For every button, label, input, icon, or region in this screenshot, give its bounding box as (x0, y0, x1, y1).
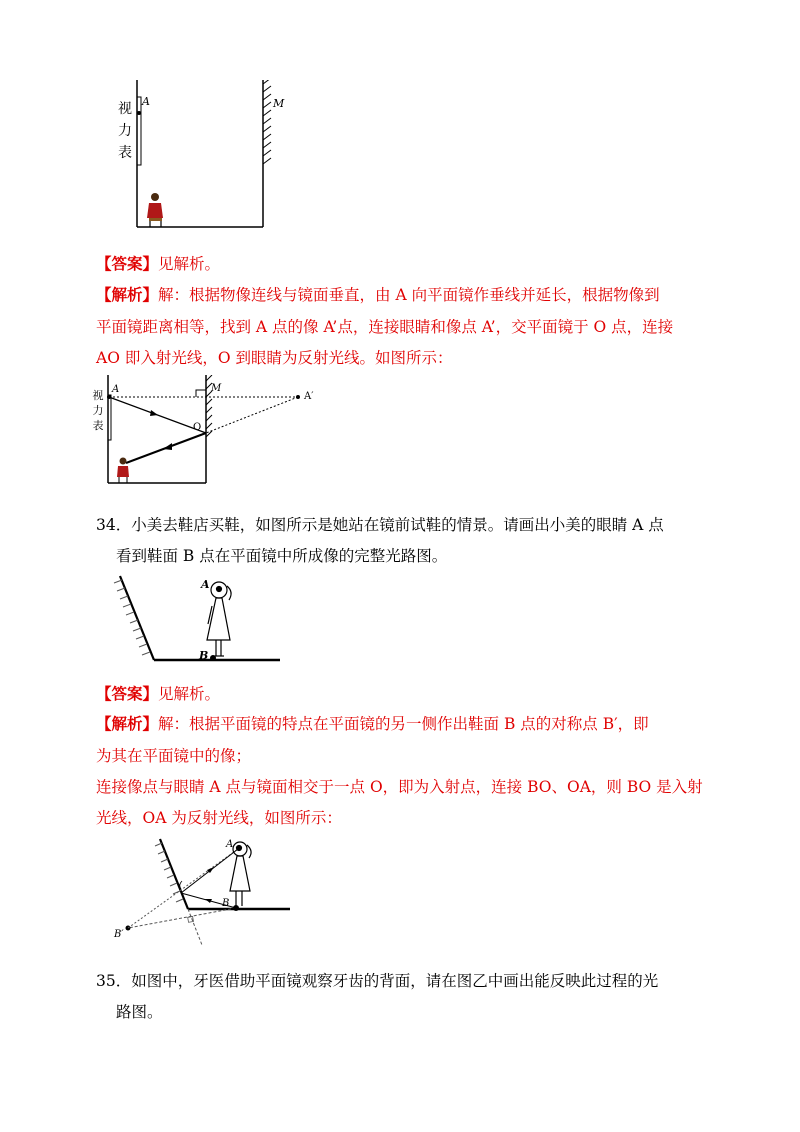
analysis-text-1: 解：根据物像连线与镜面垂直，由 A 向平面镜作垂线并延长，根据物像到 (158, 286, 660, 304)
label-a: A (226, 839, 234, 850)
analysis-tag: 【解析】 (96, 285, 159, 304)
answer-line (96, 253, 220, 275)
analysis-line-1 (96, 713, 649, 735)
girl-figure (230, 842, 251, 906)
figure-shoe-mirror (112, 568, 287, 668)
question-34-line-1 (96, 514, 664, 536)
analysis-tag: 【解析】 (96, 714, 159, 733)
label-b-prime: B′ (114, 929, 124, 940)
label-a: A (112, 384, 120, 395)
question-34-line-2: 看到鞋面 B 点在平面镜中所成像的完整光路图。 (116, 547, 448, 565)
answer-tag: 【答案】 (96, 254, 159, 273)
label-a: A (201, 578, 210, 591)
virtual-ray (128, 849, 238, 928)
point-b (233, 905, 239, 911)
label-a: A (142, 95, 150, 108)
analysis-line-2: 为其在平面镜中的像； (96, 747, 252, 765)
person-figure (117, 458, 129, 484)
answer-text: 见解析。 (158, 255, 221, 273)
person-figure (147, 193, 163, 227)
label-m: M (273, 97, 285, 110)
question-number: 35． (96, 972, 132, 990)
question-35-line-1 (96, 970, 658, 992)
analysis-line-3: 连接像点与眼睛 A 点与镜面相交于一点 O，即为入射点，连接 BO、OA，则 BO 是入射 (96, 778, 703, 796)
analysis-line-1 (96, 284, 660, 306)
label-m: M (211, 383, 222, 394)
answer-text: 见解析。 (158, 685, 221, 703)
question-text: 小美去鞋店买鞋，如图所示是她站在镜前试鞋的情景。请画出小美的眼睛 A 点 (131, 516, 664, 534)
mirror-hatching (263, 80, 271, 164)
point-a (137, 111, 141, 115)
label-a-prime: A′ (304, 391, 314, 402)
analysis-text-1: 解：根据平面镜的特点在平面镜的另一侧作出鞋面 B 点的对称点 B′，即 (158, 715, 649, 733)
answer-line (96, 683, 220, 705)
figure-eye-chart-ray-diagram (88, 375, 418, 490)
answer-tag: 【答案】 (96, 684, 159, 703)
eye-chart-label: 视力表 (118, 101, 132, 161)
perpendicular-line (128, 908, 236, 928)
figure-shoe-ray-diagram (108, 833, 298, 953)
mirror-line (120, 576, 154, 660)
point-b (210, 655, 216, 661)
label-o: O (193, 422, 202, 433)
label-b: B (199, 649, 209, 662)
analysis-line-4: 光线，OA 为反射光线，如图所示： (96, 809, 342, 827)
virtual-ray (206, 397, 298, 433)
question-text: 如图中，牙医借助平面镜观察牙齿的背面，请在图乙中画出能反映此过程的光 (131, 972, 659, 990)
figure-eye-chart-mirror (105, 80, 305, 230)
girl-figure (207, 582, 231, 656)
question-35-line-2: 路图。 (116, 1003, 163, 1021)
analysis-line-2: 平面镜距离相等，找到 A 点的像 A’点，连接眼睛和像点 A’，交平面镜于 O 点，连接 (96, 318, 674, 336)
analysis-line-3: AO 即入射光线，O 到眼睛为反射光线。如图所示： (96, 349, 453, 367)
label-b: B (222, 898, 230, 909)
mirror-line (160, 839, 188, 909)
question-number: 34． (96, 516, 132, 534)
right-angle-marker (196, 390, 206, 397)
eye-chart-label: 视力表 (92, 389, 104, 432)
